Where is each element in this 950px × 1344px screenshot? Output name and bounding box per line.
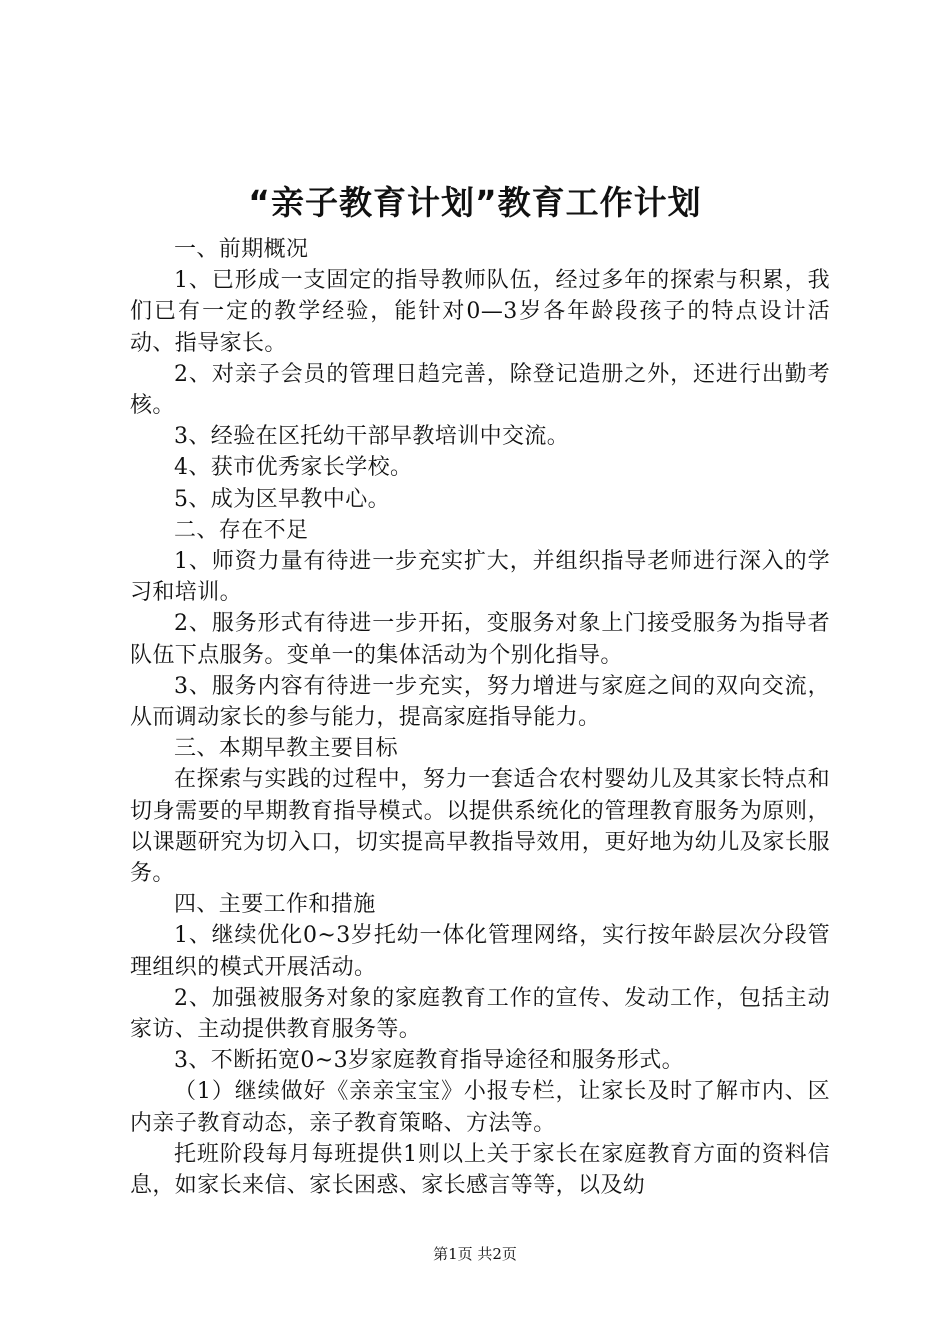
paragraph: 在探索与实践的过程中，努力一套适合农村婴幼儿及其家长特点和切身需要的早期教育指导模式。以提供系统化的管理教育服务为原则，以课题研究为切入口，切实提高早教指导效用，更好地为幼儿及家长服务。 bbox=[130, 767, 830, 887]
paragraph: 托班阶段每月每班提供1则以上关于家长在家庭教育方面的资料信息，如家长来信、家长困惑、家长感言等等，以及幼 bbox=[130, 1141, 830, 1199]
paragraph: 2、对亲子会员的管理日趋完善，除登记造册之外，还进行出勤考核。 bbox=[130, 361, 830, 419]
paragraph: 2、服务形式有待进一步开拓，变服务对象上门接受服务为指导者队伍下点服务。变单一的集体活动为个别化指导。 bbox=[130, 611, 830, 668]
paragraph: 3、不断拓宽0~3岁家庭教育指导途径和服务形式。 bbox=[174, 1048, 685, 1074]
paragraph: 3、服务内容有待进一步充实，努力增进与家庭之间的双向交流，从而调动家长的参与能力，提高家庭指导能力。 bbox=[130, 673, 830, 731]
document-body bbox=[130, 234, 830, 1201]
section-heading-shortcomings: 二、存在不足 bbox=[174, 517, 309, 543]
paragraph: 4、获市优秀家长学校。 bbox=[174, 455, 413, 481]
paragraph: 2、加强被服务对象的家庭教育工作的宣传、发动工作，包括主动家访、主动提供教育服务等。 bbox=[130, 985, 830, 1043]
section-heading-goals: 三、本期早教主要目标 bbox=[174, 736, 399, 762]
paragraph: 1、师资力量有待进一步充实扩大，并组织指导老师进行深入的学习和培训。 bbox=[130, 549, 830, 606]
paragraph: （1）继续做好《亲亲宝宝》小报专栏，让家长及时了解市内、区内亲子教育动态，亲子教育策略、方法等。 bbox=[130, 1079, 830, 1136]
section-heading-overview: 一、前期概况 bbox=[174, 237, 309, 262]
paragraph: 1、继续优化0~3岁托幼一体化管理网络，实行按年龄层次分段管理组织的模式开展活动。 bbox=[130, 923, 830, 980]
page-footer: 第1页 共2页 bbox=[433, 1245, 517, 1263]
paragraph: 3、经验在区托幼干部早教培训中交流。 bbox=[174, 424, 570, 450]
section-heading-measures: 四、主要工作和措施 bbox=[174, 892, 376, 918]
paragraph: 1、已形成一支固定的指导教师队伍，经过多年的探索与积累，我们已有一定的教学经验，能针对0—3岁各年龄段孩子的特点设计活动、指导家长。 bbox=[130, 268, 830, 356]
paragraph: 5、成为区早教中心。 bbox=[174, 486, 390, 512]
document-title: “亲子教育计划”教育工作计划 bbox=[248, 183, 702, 222]
